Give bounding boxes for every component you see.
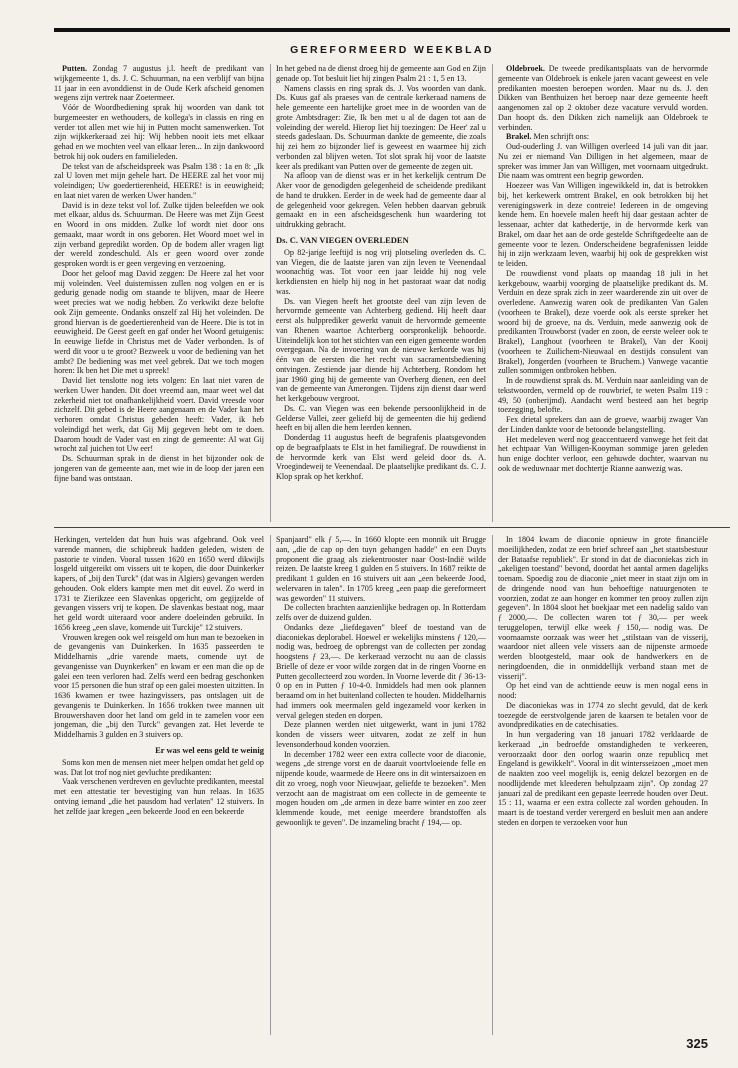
paragraph	[498, 415, 708, 435]
paragraph	[498, 681, 708, 701]
paragraph-text: David is in deze tekst vol lof. Zulke tijden beleefden we ook met elkaar, aldus ds. Schuurman. De Heere was met Zijn Geest en Woord in ons midden. Zulke lof wordt niet door ons gemaakt, maar wordt in ons geboren. Het Woord moet wel in zijn verband gepredikt worden. Op de bodem aller vragen ligt der wereld zondeschuld. Als er geen woord over zonde gesproken wordt is er geen vergeving en verzoening.	[54, 200, 264, 268]
paragraph-text: De tweede predikantsplaats van de hervormde gemeente van Oldebroek is enkele jaren vacant geweest en vele predikanten moesten beroepen worden. Maar nu ds. J. den Dikken van Benthuizen het beroep naar deze gemeente heeft aangenomen zal op 2 oktober deze vacature vervuld worden. Dan hoopt ds. den Dikken zich namelijk aan Oldebroek te verbinden.	[498, 64, 708, 132]
top-rule	[54, 28, 730, 32]
paragraph-text: Namens classis en ring sprak ds. J. Vos woorden van dank. Ds. Kuus gaf als praeses van de centrale kerkeraad namens de hele gemeente een hartelijke groet mee in de woorden van de grote Ambtsdrager: Zie, Ik ben met u al de dagen tot aan de voleinding der wereld. Hierop liet hij toezingen: De Heer' zal u steeds gadeslaan. Ds. Schuurman dankte de gemeente, die zoals hij zei hem zo bijzonder lief is geweest en waarmee hij zich verbonden zal blijven weten. Tot slot sprak hij voor de laatste keer als predikant van Putten over de gemeente de zegen uit.	[276, 83, 486, 171]
paragraph	[498, 435, 708, 474]
paragraph	[498, 181, 708, 269]
paragraph	[276, 171, 486, 230]
paragraph-text: Oud-ouderling J. van Willigen overleed 14 juli van dit jaar. Nu zei er niemand Van Dilligen in het algemeen, maar de spreker was immer Jan van Willigen, met voornaam uitgedrukt. Die naam was omtrent een begrip geworden.	[498, 142, 708, 181]
paragraph-text: De rouwdienst vond plaats op maandag 18 juli in het kerkgebouw, waarbij voorging de plaatselijke predikant ds. M. Verduin en deze sprak zich in zeer waarderende zin uit over de overledene. Aanwezig waren ook de predikanten Van Galen (voorheen te Brakel), deze voerde ook als eerste spreker het woord bij de groeve, na ds. Verduin, mede aanwezig ook de predikanten Trouwborst (vader en zoon, de eerste weleer ook te Brakel), Langhout (voorheen te Brakel), Van der Kooij (voorheen te Zuilichem-Nieuwaal en destijds consulent van Brakel), Jongerden (voorheen te Bruchem.) Vanwege vacantie zullen sommigen ontbroken hebben.	[498, 268, 708, 376]
column-divider	[492, 535, 493, 1035]
paragraph-lead: Putten.	[62, 64, 88, 73]
paragraph-text: Donderdag 11 augustus heeft de begrafenis plaatsgevonden op de begraafplaats te Elst in het familiegraf. De rouwdienst in de hervormde kerk van Elst werd geleid door ds. A. Vroegindeweij te Veenendaal. De plaatselijke predikant ds. C. J. Klop sprak op het kerkhof.	[276, 433, 486, 481]
paragraph-text: In de rouwdienst sprak ds. M. Verduin naar aanleiding van de tekstwoorden, vermeld op de rouwbrief, te weten Psalm 119 : 49, 50 (onberijmd). Aandacht werd besteed aan het begrip toezegging, belofte.	[498, 376, 708, 415]
column-divider	[492, 64, 493, 522]
lower-column-1-top	[54, 535, 264, 740]
paragraph	[276, 720, 486, 749]
paragraph-text: Na afloop van de dienst was er in het kerkelijk centrum De Aker voor de genodigden gelegenheid de scheidende predikant de hand te drukken. Eerder in de week had de gemeente daar al de gelegenheid voor gekregen. Velen hebben daarvan gebruik gemaakt en in een afscheidsgeschenk hun waardering tot uitdrukking gebracht.	[276, 171, 486, 229]
paragraph	[54, 269, 264, 376]
paragraph	[498, 376, 708, 415]
paragraph-lead: Brakel.	[506, 132, 532, 142]
paragraph-text: Hoezeer was Van Willigen ingewikkeld in, dat is betrokken bij, het kerkewerk omtrent Brakel, en ook betrokken bij het verenigingswerk in deze contreie! Iedereen in de omgeving kende hem. En hoevele malen heeft hij daar gestaan achter de lessenaar, achter dat kathedertje, in de hervormde kerk van Brakel, om daar het aan de orde gestelde Schriftgedeelte aan de gemeente voor te lezen. Onderscheidene begrafenissen leidde hij in zijn werkzaam leven, waarbij hij ook de gesprekken wist te leiden.	[498, 181, 708, 268]
paragraph	[276, 603, 486, 623]
upper-column-2-top	[276, 64, 486, 230]
paragraph	[276, 623, 486, 721]
page-number: 325	[686, 1036, 708, 1051]
paragraph	[276, 535, 486, 603]
masthead: GEREFORMEERD WEEKBLAD	[290, 44, 494, 56]
paragraph-text: Ds. C. van Viegen was een bekende persoonlijkheid in de Gelderse Vallei, zeer geliefd bij de gemeenten die hij gediend heeft en bij allen die hem leerden kennen.	[276, 403, 486, 433]
paragraph	[498, 132, 708, 142]
paragraph	[54, 376, 264, 454]
upper-column-1	[54, 64, 264, 522]
paragraph	[498, 64, 708, 132]
paragraph	[54, 64, 264, 103]
paragraph	[276, 248, 486, 297]
paragraph-text: Door het geloof mag David zeggen: De Heere zal het voor mij voleinden. Veel duisternissen zullen nog volgen en er is gedurig genade nodig om staande te blijven, maar de Heere weet precies wat we nodig hebben. Zo verkwikt deze belofte ook Zijn gemeente. Ondanks onszelf zal Hij het voleinden. De grond hiervan is de goedertierenheid van de Heere. Die is tot in eeuwigheid. De Geest geeft en gaf onder het Woord getuigenis: In eeuwige liefde in Christus met de Vader verbonden. Is of werd dit voor u te groot? Bezweek u voor de bediening van het ambt? De bediening was met veel gebrek. Dat we toch mogen horen: Ik ben het Die met u spreek!	[54, 268, 264, 376]
paragraph-text: Op 82-jarige leeftijd is nog vrij plotseling overleden ds. C. van Viegen, die de laatste jaren van zijn leven te Veenendaal woonachtig was. Tot voor een jaar leidde hij nog vele kerkdiensten en hielp hij nog in het pastoraat waar dat nodig was.	[276, 247, 486, 296]
paragraph-text: Vrouwen kregen ook wel reisgeld om hun man te bezoeken in de gevangenis van Duinkerken. In 1635 passeerden te Middelharnis „drie varende maets, comende uyt de gevangenisse van Duynkerken" en kwam er een man die op de galei een teen verloren had. Zelfs werd een bedrag geschonken voor 15 personen die hun straf op een galei moesten uitzitten. In 1636 kwamen er twee hazingvissers, pas ontslagen uit de gevangenis te Duinkerken. In 1656 trokken twee mannen uit Brouwershaven door het land om geld in te zamelen voor een jongeman, die „bij den Turck" gevangen zat. Het leverde te Middelharnis 3 gulden en 3 stuivers op.	[54, 632, 264, 739]
paragraph-text: Vóór de Woordbediening sprak hij woorden van dank tot burgemeester en wethouders, de kollega's in classis en ring en verder tot allen met wie hij in Putten mocht samenwerken. Tot zijn wijkkerkeraad zei hij: Wij hebben nooit iets met elkaar gehad en we mochten veel van elkaar leren... In zijn dankwoord betrok hij ook ouders en familieleden.	[54, 103, 264, 161]
paragraph	[54, 758, 264, 778]
paragraph-text: De diaconiekas was in 1774 zo slecht gevuld, dat de kerk toezegde de eerstvolgende jaren de kaarsen te betalen voor de avondpredikaties en de catechisaties.	[498, 700, 708, 730]
paragraph-text: In hun vergadering van 18 januari 1782 verklaarde de kerkeraad „in bedroefde omstandigheden te verkeeren, veroorzaakt door den oorlog waarin onze republicq met Engeland is gewikkelt". Vooral in dit wintersseizoen „moet men de naakten zoo veel mogelijk is, eenig dekzel bezorgen en de noodlijdende met kleederen behulpzaam zijn". Op zondag 27 januari zal de predikant een gepaste leerrede houden over Deut. 15 : 11, waarna er een extra collecte zal worden gehouden. In maart is de toestand verder verergerd en besluit men aan andere steden en dorpen te verzoeken voor hun	[498, 730, 708, 827]
paragraph	[276, 297, 486, 404]
paragraph-text: Deze plannen werden niet uitgewerkt, want in juni 1782 konden de vissers weer uitvaren, zodat ze zelf in hun levensonderhoud konden voorzien.	[276, 720, 486, 749]
paragraph	[276, 750, 486, 828]
paragraph	[276, 64, 486, 84]
paragraph	[54, 535, 264, 633]
paragraph-text: Vaak verschenen verdreven en gevluchte predikanten, meestal met een attestatie ter bevestiging van hun relaas. In 1635 ontving iemand „die het pausdom had verlaten" 12 stuivers. In het zelfde jaar kregen „een bekeerde Jood en een bekeerde	[54, 777, 264, 816]
paragraph-text: De collecten brachten aanzienlijke bedragen op. In Rotterdam zelfs over de duizend gulden.	[276, 603, 486, 622]
lower-column-1	[54, 535, 264, 1035]
paragraph	[54, 633, 264, 740]
section-divider	[54, 527, 730, 528]
column-divider	[270, 535, 271, 1035]
paragraph-text: Zondag 7 augustus j.l. heeft de predikant van wijkgemeente 1, ds. J. C. Schuurman, na een verblijf van bijna 11 jaar in een avonddienst in de Oude Kerk afscheid genomen wegens zijn vertrek naar Zoetermeer.	[54, 64, 264, 103]
paragraph-text: Ds. Schuurman sprak in de dienst in het bijzonder ook de jongeren van de gemeente aan, met wie in de loop der jaren een fijne band was ontstaan.	[54, 454, 264, 483]
paragraph	[276, 433, 486, 482]
paragraph-text: In 1804 kwam de diaconie opnieuw in grote financiële moeilijkheden, zodat ze een brief schreef aan „het staatsbestuur der Bataafse republiek". Er stond in dat de diaconiekas zich in „akeligen toestand" bevond, doordat het aantal armen dagelijks toenam. Spoedig zou de diaconie „niet meer in staat zijn om in de dringende nood van hun behoeftige natuurgenoten te voorzien, zodat ze aan honger en kommer ten prooy zullen zijn gegeven". In 1804 sloot het boekjaar met een nadelig saldo van ƒ 2000,—. De collecten waren tot ƒ 30,— per week teruggelopen, terwijl elke week ƒ 150,— nodig was. De voornaamste oorzaak was weer het „stilstaan van de visserij, waardoor niet alleen vele vissers aan de nijpenste armoede werden blootgesteld, maar ook de handwerkers en de neringdoenden, die in onmiddellijk verband staan met de visserij".	[498, 535, 708, 681]
paragraph-text: Op het eind van de achttiende eeuw is men nogal eens in nood:	[498, 681, 708, 700]
paragraph	[498, 269, 708, 376]
paragraph	[498, 701, 708, 730]
upper-column-2-bottom	[276, 248, 486, 482]
paragraph-text: Soms kon men de mensen niet meer helpen omdat het geld op was. Dat lot trof nog niet gevluchte predikanten:	[54, 757, 264, 777]
paragraph	[498, 142, 708, 181]
paragraph-text: Het medeleven werd nog geaccentueerd vanwege het feit dat het echtpaar Van Willigen-Kooyman sommige jaren geleden hun enige dochter verloor, een gehuwde dochter, waarvan nu ook de weduwnaar met dochtertje Rianne aanwezig was.	[498, 434, 708, 473]
paragraph	[54, 162, 264, 201]
paragraph-text: Spanjaard" elk ƒ 5,—. In 1660 klopte een monnik uit Brugge aan, „die de cap op den tuyn gehangen hadde" en een Duyts proponent die graag als ziekentrooster naar Oost-Indië wilde reizen. De laatste kreeg 1 gulden en 5 stuivers. In 1687 reikte de predikant 1 gulden en 16 stuivers uit aan „een bekeerde Jood, welervaren in talen". In 1705 kreeg „een paap die gereformeert was geworden" 11 stuivers.	[276, 535, 486, 603]
paragraph-text: Fex drietal sprekers dan aan de groeve, waarbij zwager Van der Linden dankte voor de betoonde belangstelling.	[498, 415, 708, 434]
lower-column-2	[276, 535, 486, 1035]
paragraph-text: De tekst van de afscheidspreek was Psalm 138 : 1a en 8: „Ik zal U loven met mijn gehele hart. De HEERE zal het voor mij voleindigen; Uw goedertierenheid, HEERE! is in eeuwigheid; en laat niet varen de werken Uwer handen."	[54, 161, 264, 200]
paragraph	[54, 103, 264, 162]
paragraph	[276, 404, 486, 433]
paragraph	[54, 777, 264, 816]
subheading-geld-te-weinig: Er was wel eens geld te weinig	[155, 744, 264, 755]
paragraph	[498, 730, 708, 828]
paragraph-text: Herkingen, vertelden dat hun huis was afgebrand. Ook veel varende mannen, die schipbreuk hadden geleden, wisten de pastorie te vinden. Vooral tussen 1620 en 1650 werd dikwijls losgeld uitgereikt om vissers uit te kopen, die door Duinkerker kapers, of „bij den Turck" (dat was in Algiers) gevangen werden gehouden. Ook elders kampte men met dit euvel. Zo werd in 1731 te Zierikzee een Slavenkas opgericht, om gegijzelde of gevangen vissers vrij te kopen. De slavenkas bestaat nog, maar het geld wordt uiteraard voor andere doeleinden gebruikt. In 1656 kreeg „een slave, komende uit Turckije" 12 stuivers.	[54, 535, 264, 632]
lower-column-3	[498, 535, 708, 1035]
article-heading-van-viegen: Ds. C. VAN VIEGEN OVERLEDEN	[276, 234, 409, 245]
paragraph-text: In het gebed na de dienst droeg hij de gemeente aan God en Zijn genade op. Tot besluit liet hij zingen Psalm 21 : 1, 5 en 13.	[276, 64, 486, 83]
column-divider	[270, 64, 271, 522]
paragraph-text: In december 1782 weer een extra collecte voor de diaconie, wegens „de strenge vorst en de daaruit voortvloeiende felle en nijpende koude, waarmede de Heere ons in dit wintersaizoen en dit zo vroeg, nogh voor Nieuwjaar, geliefde te bezoeken". Men verzocht aan de magistraat om een collecte in de gemeente te mogen houden om „de armen in deze barre winter en zoo zeer klemmende koude, met eenige meerdere brandstoffen als gewoonlijk te geven". De inzameling bracht ƒ 194,— op.	[276, 749, 486, 827]
paragraph-text: Ondanks deze „liefdegaven" bleef de toestand van de diaconiekas deplorabel. Hoewel er wekelijks minstens ƒ 120,— nodig was, bedroeg de opbrengst van de collecten per zondag hoogstens ƒ 23,—. De kerkeraad verzocht nu aan de classis Brielle of deze er voor wilde zorgen dat in de ringen Voorne en Putten gecollecteerd zou worden. In Voorne leverde dit ƒ 36-13-0 op en in Putten ƒ 10-4-0. Inmiddels had men ook plannen beraamd om in het buitenland collecten te houden. Middelharnis had immers ook meermalen geld ingezameld voor kerken in verval gelegen steden en dorpen.	[276, 622, 486, 720]
upper-column-3	[498, 64, 708, 522]
paragraph-lead: Oldebroek.	[506, 64, 545, 73]
paragraph-text: Ds. van Viegen heeft het grootste deel van zijn leven de hervormde gemeente van Achterberg gediend. Hij heeft daar eerst als hulpprediker gewerkt vanuit de hervormde gemeente van Rhenen waartoe Achterberg oorspronkelijk behoorde. Uiteindelijk kon tot het stichten van een eigen gemeente worden overgegaan. Na de invoering van de nieuwe kerkorde was hij één van de eersten die het recht van sacramentsbediening ontvingen. Zestiende jaar diende hij Achterberg. Rondom het jaar 1960 ging hij de gemeente van Overberg dienen, een deel van de gemeente van Amerongen. Tijdens zijn dienst daar werd het kerkgebouw vergroot.	[276, 296, 486, 403]
paragraph-text: David liet tenslotte nog iets volgen: En laat niet varen de werken Uwer handen. Dit doet vreemd aan, maar weet wel dat zekerheid niet tot onafhankelijkheid voert. David vreesde voor zichzelf. Dit gebed is de Heere aangenaam en de Vader kan het verhoren omdat Christus gebeden heeft: Vader, ik heb voleindigd het werk, dat Gij Mij gegeven hebt om te doen. Daarom houdt de Vader vast en zingt de gemeente: Al wat Gij wrocht zal juichen tot Uw eer!	[54, 376, 264, 454]
upper-column-2	[276, 64, 486, 522]
paragraph	[276, 84, 486, 172]
paragraph-text: Men schrijft ons:	[531, 132, 590, 142]
lower-column-1-bottom	[54, 758, 264, 817]
paragraph	[498, 535, 708, 681]
paragraph	[54, 454, 264, 483]
paragraph	[54, 201, 264, 269]
